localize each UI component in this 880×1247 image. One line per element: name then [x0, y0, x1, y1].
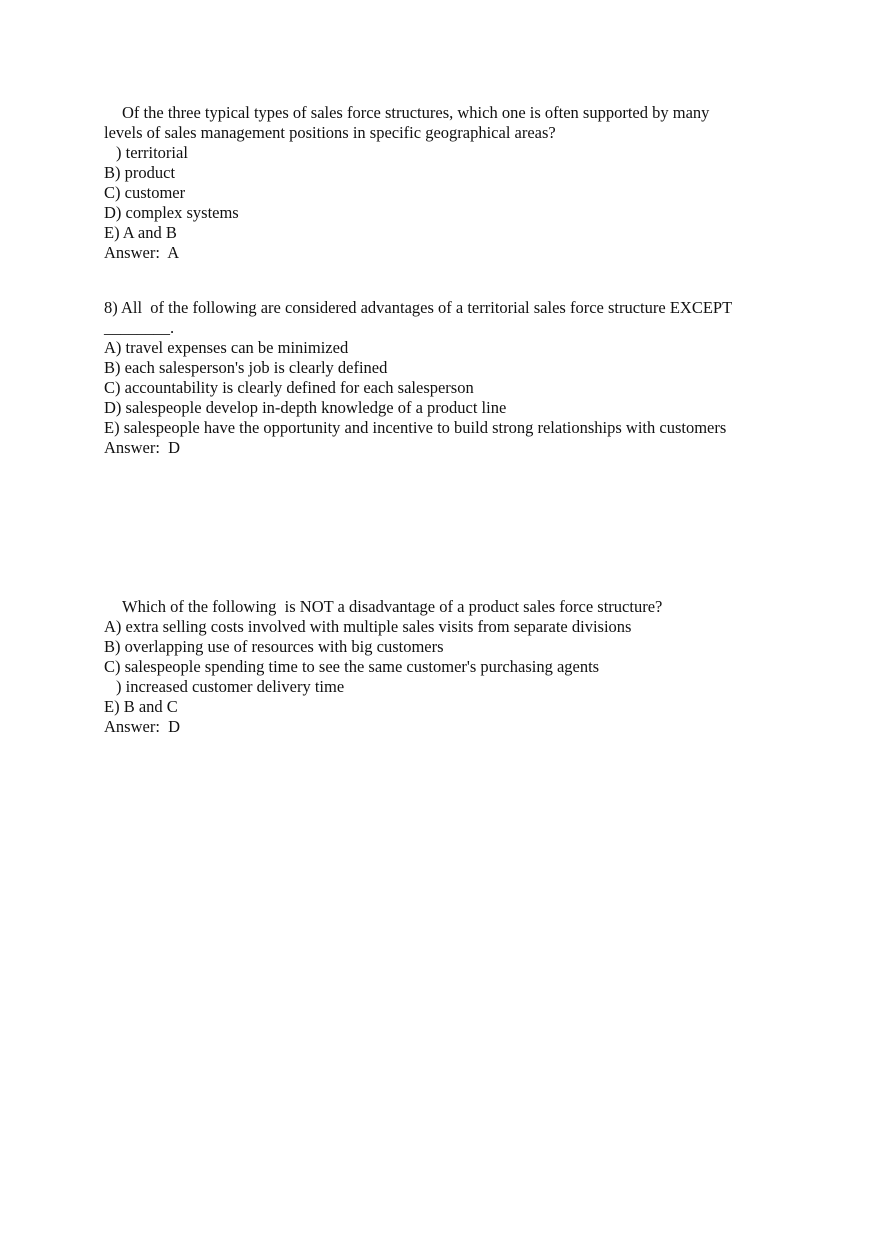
question-stem-line: Which of the following is NOT a disadvantage of a product sales force structure? — [122, 597, 663, 616]
answer-option: D) complex systems — [104, 203, 239, 222]
answer-option: C) salespeople spending time to see the same customer's purchasing agents — [104, 657, 600, 676]
question-stem-line: levels of sales management positions in specific geographical areas? — [104, 123, 556, 142]
question-stem-line: ________. — [104, 318, 175, 337]
question-stem-line: Of the three typical types of sales force structures, which one is often supported by many — [122, 103, 710, 122]
answer-option: E) A and B — [104, 223, 177, 242]
answer-option: C) accountability is clearly defined for each salesperson — [104, 378, 474, 397]
answer-option: C) customer — [104, 183, 186, 202]
question-block-2 — [104, 298, 794, 458]
question-block-3 — [104, 597, 794, 737]
answer-option: ) increased customer delivery time — [116, 677, 345, 696]
answer-key: Answer: D — [104, 438, 181, 457]
answer-option: A) extra selling costs involved with multiple sales visits from separate divisions — [104, 617, 632, 636]
answer-option: A) travel expenses can be minimized — [104, 338, 349, 357]
answer-option: B) product — [104, 163, 176, 182]
answer-option: D) salespeople develop in-depth knowledge of a product line — [104, 398, 507, 417]
answer-option: E) salespeople have the opportunity and incentive to build strong relationships with customers — [104, 418, 727, 437]
answer-option: E) B and C — [104, 697, 178, 716]
answer-option: B) overlapping use of resources with big customers — [104, 637, 444, 656]
question-block-1 — [104, 103, 794, 263]
answer-key: Answer: A — [104, 243, 180, 262]
question-stem-line: 8) All of the following are considered advantages of a territorial sales force structure EXCEPT — [104, 298, 733, 317]
answer-option: B) each salesperson's job is clearly defined — [104, 358, 388, 377]
answer-key: Answer: D — [104, 717, 181, 736]
answer-option: ) territorial — [116, 143, 188, 162]
